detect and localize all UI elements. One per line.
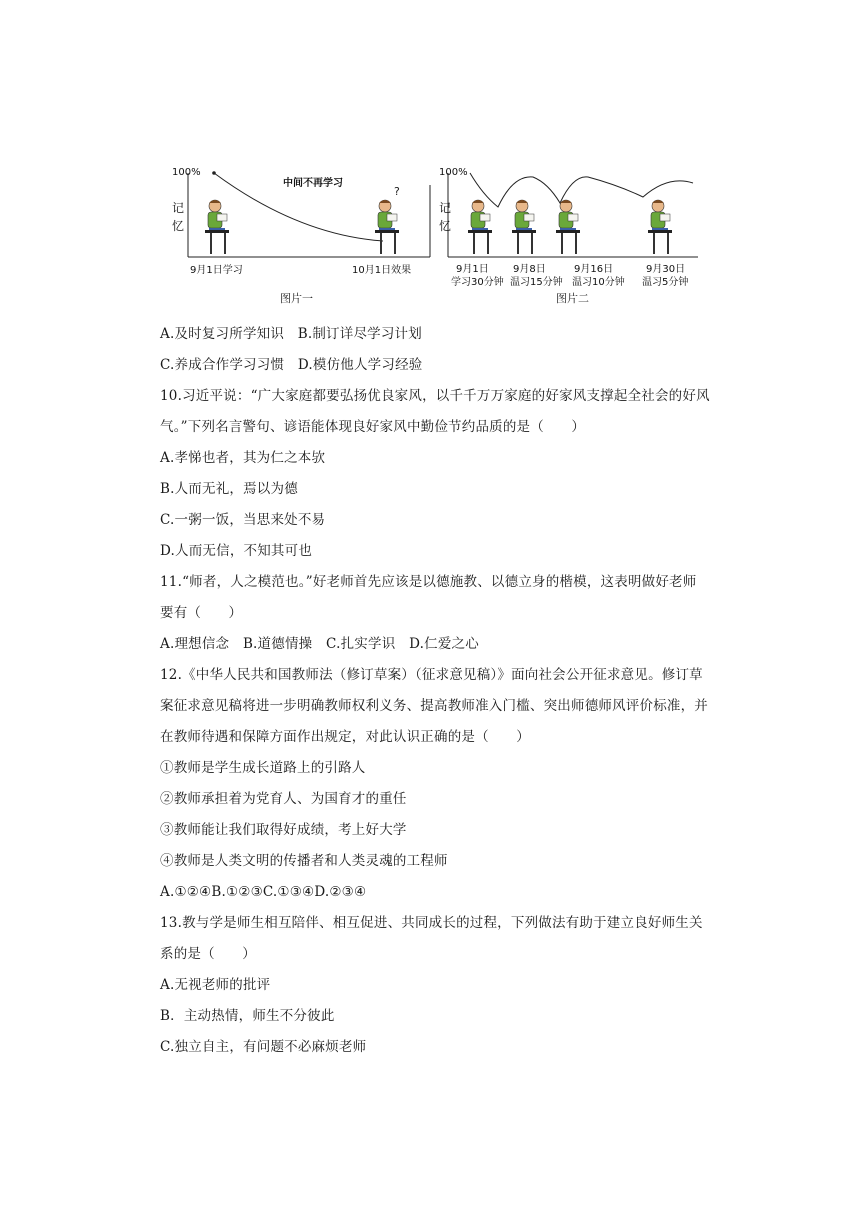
student-icon xyxy=(648,200,672,254)
option-line: C.一粥一饭，当思来处不易 xyxy=(160,512,326,528)
fig1-ylabel-2: 忆 xyxy=(172,219,185,233)
option-line: A.孝悌也者，其为仁之本欤 xyxy=(160,450,326,466)
fig2-point-desc: 温习15分钟 xyxy=(510,277,563,288)
statement-line: ②教师承担着为党育人、为国育才的重任 xyxy=(160,791,407,807)
statement-line: ③教师能让我们取得好成绩，考上好大学 xyxy=(160,822,407,838)
fig1-start-dot xyxy=(212,171,216,175)
question-12: 12.《中华人民共和国教师法（修订草案）（征求意见稿）》面向社会公开征求意见。修订草 xyxy=(160,667,703,683)
question-13: 13.教与学是师生相互陪伴、相互促进、共同成长的过程，下列做法有助于建立良好师生关 xyxy=(160,915,703,931)
fig2-point-date: 9月16日 xyxy=(574,264,614,275)
fig2-ylabel-2: 忆 xyxy=(439,219,452,233)
option-line: A.及时复习所学知识 B.制订详尽学习计划 xyxy=(160,326,422,342)
question-11: 11.“师者，人之模范也。”好老师首先应该是以德施教、以德立身的楷模，这表明做好老师 xyxy=(160,574,697,590)
fig1-start-label: 9月1日学习 xyxy=(190,265,243,276)
fig2-point-date: 9月8日 xyxy=(513,264,546,275)
fig2-percent-label: 100% xyxy=(439,167,468,178)
fig1-end-label: 10月1日效果 xyxy=(352,265,412,276)
fig2-point-date: 9月30日 xyxy=(646,264,686,275)
question-10-cont: 气。”下列名言警句、谚语能体现良好家风中勤俭节约品质的是（ ） xyxy=(160,419,586,435)
statement-line: ④教师是人类文明的传播者和人类灵魂的工程师 xyxy=(160,853,448,869)
question-10: 10.习近平说：“广大家庭都要弘扬优良家风，以千千万万家庭的好家风支撑起全社会的好风 xyxy=(160,388,710,404)
option-line: A.①②④B.①②③C.①③④D.②③④ xyxy=(160,884,367,900)
fig1-percent-label: 100% xyxy=(172,167,201,178)
option-line: C.养成合作学习习惯 D.模仿他人学习经验 xyxy=(160,357,423,373)
fig2-point-desc: 学习30分钟 xyxy=(451,277,504,288)
student-icon xyxy=(512,200,536,254)
option-line: A.理想信念 B.道德情操 C.扎实学识 D.仁爱之心 xyxy=(160,636,479,652)
student-icon xyxy=(205,200,229,254)
option-line: A.无视老师的批评 xyxy=(160,977,271,993)
student-icon xyxy=(375,200,399,254)
memory-figures xyxy=(168,165,708,310)
option-line: B.人而无礼，焉以为德 xyxy=(160,481,298,497)
question-12-cont: 在教师待遇和保障方面作出规定，对此认识正确的是（ ） xyxy=(160,729,530,745)
option-line: B．主动热情，师生不分彼此 xyxy=(160,1008,335,1024)
fig2-point-desc: 温习5分钟 xyxy=(642,277,689,288)
question-mark-icon: ? xyxy=(394,185,400,198)
fig2-caption: 图片二 xyxy=(556,292,589,305)
option-line: D.人而无信，不知其可也 xyxy=(160,543,313,559)
memory-curves xyxy=(168,165,708,310)
student-icon xyxy=(468,200,492,254)
statement-line: ①教师是学生成长道路上的引路人 xyxy=(160,760,366,776)
fig2-point-desc: 温习10分钟 xyxy=(572,277,625,288)
fig1-ylabel-1: 记 xyxy=(172,201,185,215)
option-line: C.独立自主，有问题不必麻烦老师 xyxy=(160,1039,367,1055)
fig2-ylabel-1: 记 xyxy=(439,201,452,215)
student-icon xyxy=(556,200,580,254)
fig1-note: 中间不再学习 xyxy=(283,178,343,189)
question-12-cont: 案征求意见稿将进一步明确教师权利义务、提高教师准入门槛、突出师德师风评价标准，并 xyxy=(160,698,708,714)
fig2-point-date: 9月1日 xyxy=(456,264,489,275)
fig1-caption: 图片一 xyxy=(280,292,313,305)
question-13-cont: 系的是（ ） xyxy=(160,946,256,962)
question-11-cont: 要有（ ） xyxy=(160,605,243,621)
